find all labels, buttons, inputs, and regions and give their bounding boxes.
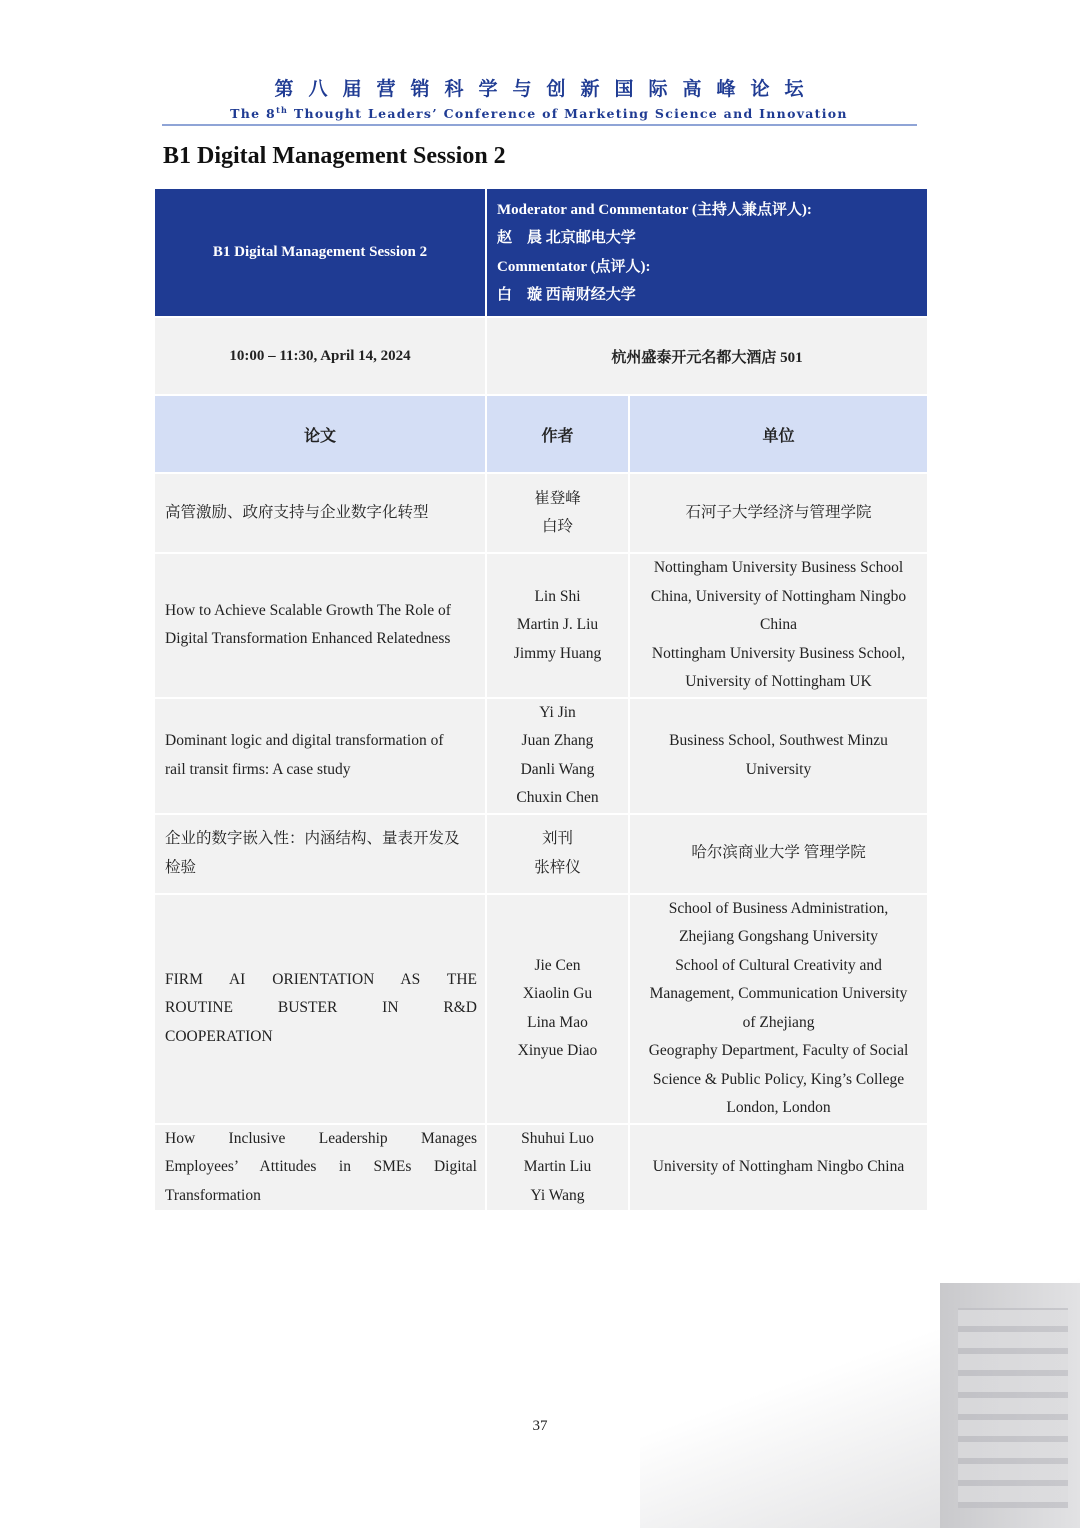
session-time: 10:00 – 11:30, April 14, 2024 [154, 317, 486, 395]
affiliation [629, 1124, 928, 1212]
author-name: Yi Wang [530, 1186, 585, 1204]
title-en-sup: th [276, 105, 289, 115]
session-moderators [486, 188, 928, 317]
author-name: Danli Wang [520, 760, 595, 778]
paper-line: 高管激励、政府支持与企业数字化转型 [165, 503, 429, 521]
affiliation-line: School of Business Administration, [668, 899, 889, 917]
affiliation-line: Management, Communication University [649, 985, 908, 1002]
affiliation-line: Nottingham University Business School [653, 559, 904, 576]
author-name: 白玲 [541, 518, 573, 535]
conference-header [162, 74, 916, 121]
table-row [154, 698, 928, 814]
author-name: Martin J. Liu [516, 616, 599, 633]
building-windows [958, 1308, 1068, 1508]
author-name: Xiaolin Gu [522, 985, 593, 1002]
affiliation-line: Nottingham University Business School, [651, 644, 906, 662]
paper-title [154, 698, 486, 814]
author-name: Shuhui Luo [521, 1129, 594, 1147]
author-name: Lin Shi [534, 587, 581, 605]
session-venue: 杭州盛泰开元名都大酒店 501 [486, 317, 928, 395]
affiliation-line: Zhejiang Gongshang University [679, 928, 878, 945]
author-name: Martin Liu [523, 1158, 592, 1175]
paper-line: 企业的数字嵌入性：内涵结构、量表开发及 [165, 830, 460, 847]
moderator-label: Moderator and Commentator (主持人兼点评人): [497, 201, 812, 218]
moderator-name: 赵 晨 北京邮电大学 [497, 230, 636, 246]
building-graphic [940, 1283, 1080, 1528]
paper-line: Digital Transformation Enhanced Relatedness [165, 630, 451, 648]
paper-line: FIRM AI ORIENTATION AS THE [165, 970, 477, 988]
table-row [154, 814, 928, 894]
affiliation-line: 石河子大学经济与管理学院 [685, 503, 872, 521]
paper-title [154, 1124, 486, 1212]
paper-line: How to Achieve Scalable Growth The Role of [165, 601, 451, 619]
affiliation [629, 553, 928, 698]
authors [486, 814, 629, 894]
author-name: Yi Jin [539, 703, 576, 721]
conference-title-cn: 第八届营销科学与创新国际高峰论坛 [274, 78, 819, 100]
background-campus-photo [640, 1268, 1080, 1528]
affiliation-line: University of Nottingham UK [685, 673, 872, 690]
authors [486, 698, 629, 814]
session-table [153, 187, 929, 1212]
affiliation-line: London, London [726, 1099, 831, 1116]
affiliation-line: China, University of Nottingham Ningbo [650, 587, 907, 605]
paper-line: Transformation [165, 1186, 261, 1204]
column-header-unit: 单位 [629, 395, 928, 473]
author-name: 崔登峰 [534, 489, 581, 507]
conference-title-en [162, 105, 916, 121]
session-header-row [154, 188, 928, 317]
commentator-label: Commentator (点评人): [497, 258, 651, 275]
session-name: B1 Digital Management Session 2 [154, 188, 486, 317]
affiliation [629, 894, 928, 1124]
authors [486, 1124, 629, 1212]
affiliation-line: of Zhejiang [742, 1013, 815, 1031]
title-en-rest: Thought Leaders’ Conference of Marketing Science and Innovation [288, 106, 848, 122]
author-name: Xinyue Diao [517, 1042, 598, 1059]
commentator-name: 白 璇 西南财经大学 [497, 287, 636, 303]
authors [486, 894, 629, 1124]
table-row [154, 894, 928, 1124]
authors [486, 473, 629, 553]
affiliation-line: 哈尔滨商业大学 管理学院 [691, 844, 866, 862]
affiliation [629, 814, 928, 894]
author-name: Lina Mao [527, 1013, 588, 1031]
paper-title [154, 894, 486, 1124]
paper-line: How Inclusive Leadership Manages [165, 1129, 477, 1147]
paper-title [154, 553, 486, 698]
paper-line: Dominant logic and digital transformation of [165, 732, 444, 749]
author-name: Juan Zhang [521, 732, 594, 749]
author-name: 刘刊 [541, 830, 573, 847]
affiliation [629, 698, 928, 814]
time-venue-row [154, 317, 928, 395]
table-row [154, 1124, 928, 1212]
affiliation-line: China [759, 616, 798, 633]
paper-line: Employees’ Attitudes in SMEs Digital [165, 1158, 477, 1175]
author-name: Jimmy Huang [513, 644, 602, 662]
title-en-prefix: The 8 [230, 106, 277, 122]
affiliation-line: Science & Public Policy, King’s College [652, 1070, 905, 1088]
affiliation-line: Business School, Southwest Minzu [669, 732, 888, 749]
affiliation-line: University [745, 760, 812, 778]
header-divider [162, 124, 917, 126]
affiliation-line: University of Nottingham Ningbo China [652, 1158, 905, 1175]
table-row [154, 553, 928, 698]
author-name: Chuxin Chen [516, 789, 599, 806]
page-number: 37 [532, 1418, 548, 1434]
affiliation-line: Geography Department, Faculty of Social [648, 1042, 909, 1059]
paper-title [154, 473, 486, 553]
paper-title [154, 814, 486, 894]
paper-line: ROUTINE BUSTER IN R&D [165, 999, 477, 1017]
table-row [154, 473, 928, 553]
authors [486, 553, 629, 698]
affiliation-line: School of Cultural Creativity and [675, 956, 882, 974]
affiliation [629, 473, 928, 553]
paper-line: COOPERATION [165, 1027, 273, 1045]
column-header-paper: 论文 [154, 395, 486, 473]
author-name: Jie Cen [534, 956, 581, 974]
paper-line: 检验 [165, 858, 197, 876]
column-header-row [154, 395, 928, 473]
author-name: 张梓仪 [534, 858, 581, 876]
column-header-authors: 作者 [486, 395, 629, 473]
paper-line: rail transit firms: A case study [165, 760, 351, 778]
section-title: B1 Digital Management Session 2 [163, 143, 506, 169]
